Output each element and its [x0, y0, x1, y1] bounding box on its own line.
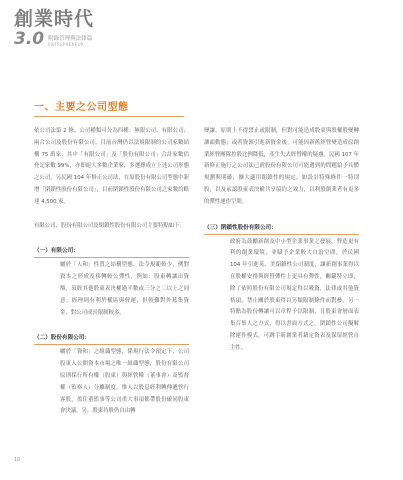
section-title: 一、主要之公司型態 — [34, 102, 129, 113]
right-column — [204, 126, 359, 355]
brand-subtitle: 附錄管理與法律篇 — [48, 36, 93, 42]
intro-paragraph: 依公司法第 2 條，公司種類可分為四種：無限公司、有限公司、兩合公司及股份有限公司。目前台灣仍以法規限制的公司家數結構 75 萬家，其中「有限公司」及「股份有限公司」合計家數佔登記家數 99%，亦即絕大多數企業家，多選擇成立上述公司形態之公司。另民國 104 年修正公司法，在原股份有限公司型態中新增「閉鎖性股份有限公司」，目前閉鎖性股份有限公司之家數約略達 4,500 家。 — [34, 128, 189, 205]
brand-title: 創業時代 — [14, 8, 95, 30]
body-company-limited-by-shares: 屬於「資和」之組織型態，係現行法令預定下，公司股東入公開資本市場之唯一組織型態，股份有限公司原則採行所有權（股東）與經營權（董事會）及監督權（監察人）分離制度，惟人以股息經利轉傳遞營行客股，盈住董監事等公司重大事項都帶股份確同股東會決議。另，股東持股仍自由轉 — [60, 349, 189, 415]
page-number: 10 — [14, 457, 21, 463]
features-intro: 有限公司、股份有限公司及閉鎖性股份有限公司主要特點如下： — [34, 222, 185, 229]
brand-subtitle-block — [14, 31, 94, 48]
heading-limited-company: （一）有限公司： — [34, 246, 189, 258]
heading-company-limited-by-shares: （二）股份有限公司： — [34, 333, 189, 345]
brand-header — [14, 8, 94, 48]
body-limited-company: 屬於「人和」性質之結構型態，法令規範較少，例對資本之形成及移轉較公彈性，例如：股東轉讓出資額，須經其他股東表決權過半數或三分之二以上之同意；經理則有利於權區與營運，但較難對外募集資金，對公司成長限制較多。 — [60, 262, 189, 316]
continued-paragraph: 變讓，原則上不得禁止或限制，但對可能造成股東與股權股變轉讓面動態；或者資源引進新資金後，可能因新舊經營變造成原創業經營團隊控股比例降低，產生失去經營權的疑慮。民國 107 年新修正施行之公司法已就股份有限公司可能遇到的問題給予具體規劃與明確，擴大適用閉鎖性的規定，如設計特殊條件一特別股，以及承認股東表決權共享協約之效力，以利股創業者有更多的彈性運作空間。 — [204, 128, 359, 205]
brand-number: 3.0 — [14, 29, 45, 49]
body-closely-held-company: 政府為鼓勵新創及中小型企業事業之發展，營造更有利的創業環境，並賦予企業較大自治空間，於民國 104 年引進英、美閉鎖性公司制度，讓新創事業得以在股權安排與經營彈性上更具有彈性，關鍵特立即，除了依照股份有限公司規定得以吸資，法律或其他資格項，禁止關於股東得以另類限制條件而對參，另一特點為股份轉讓可以章程予以限制，且股東會層面表集召集人之方式，得以書面方式之，閉鎖性公司擬解除運作模式，可跳手新創業者藉定資表及保留經營自主性。 — [230, 238, 359, 351]
left-column — [34, 126, 189, 418]
section-divider — [34, 116, 184, 117]
heading-closely-held-company: （三）閉鎖性股份有限公司： — [204, 223, 359, 235]
brand-subtitle-en: ENTREPRENEUR — [48, 42, 84, 47]
